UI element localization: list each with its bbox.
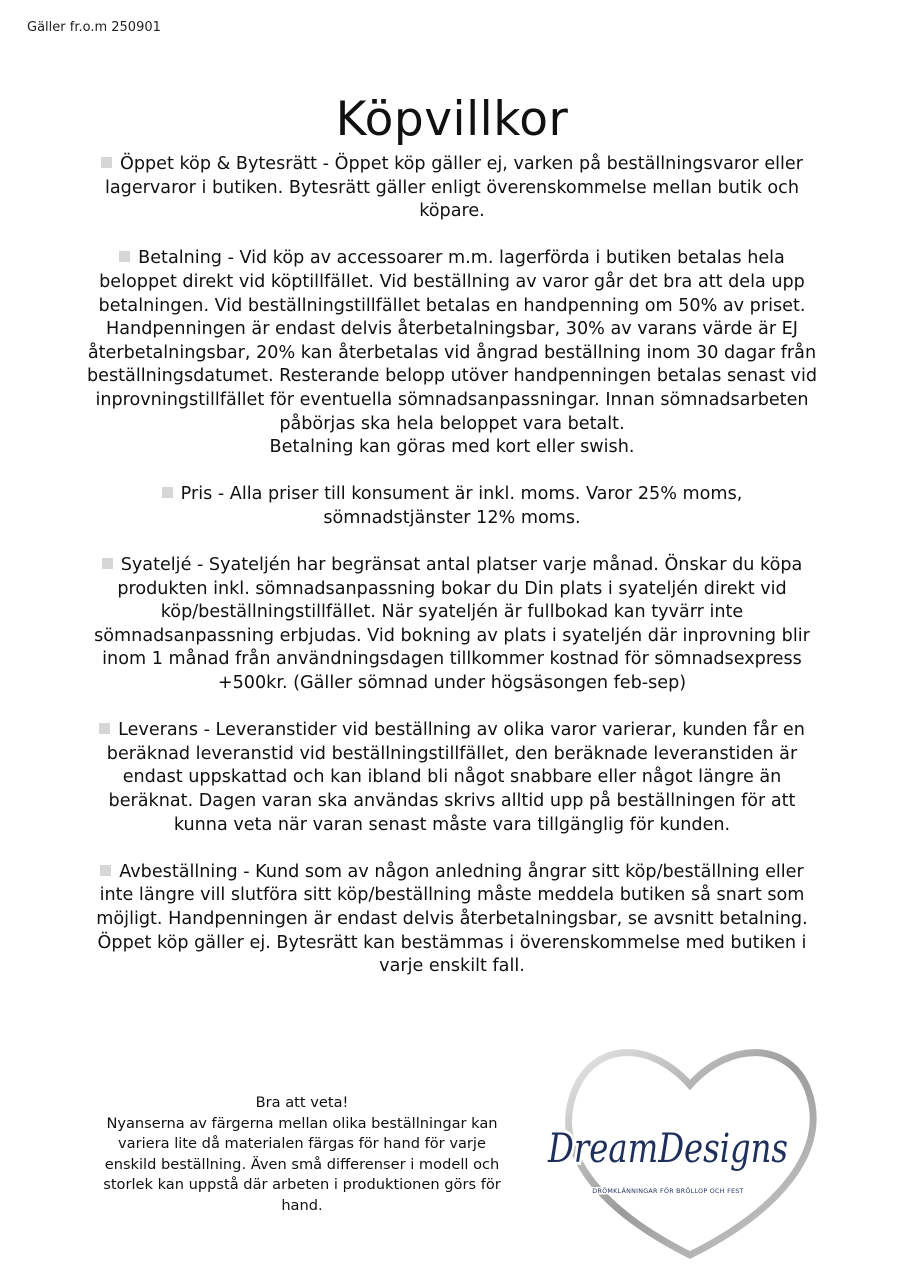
good-to-know-note — [90, 1093, 514, 1217]
bullet-square-icon — [99, 723, 110, 734]
section-text: Avbeställning - Kund som av någon anledning ångrar sitt köp/beställning eller inte längre vill slutföra sitt köp/beställning måste meddela butiken så snart som möjligt. Handpenningen är endast delvis återbetalningsbar, se avsnitt betalning. Öppet köp gäller ej. Bytesrätt kan bestämmas i överenskommelse med butiken i varje enskilt fall. — [96, 861, 808, 977]
section-sewing-studio — [86, 554, 818, 696]
section-text: Betalning - Vid köp av accessoarer m.m. lagerförda i butiken betalas hela beloppet direkt vid köptillfället. Vid beställning av varor går det bra att dela upp betalningen. Vid beställningstillfället betalas en handpenning om 50% av priset. Handpenningen är endast delvis återbetalningsbar, 30% av varans värde är EJ återbetalningsbar, 20% kan återbetalas vid ångrad beställning inom 30 dagar från beställningsdatumet. Resterande belopp utöver handpenningen betalas senast vid inprovningstillfället för eventuella sömnadsanpassningar. Innan sömnadsarbeten påbörjas ska hela beloppet vara betalt. — [87, 248, 817, 434]
section-payment — [86, 247, 818, 459]
section-text: Öppet köp & Bytesrätt - Öppet köp gäller ej, varken på beställningsvaror eller lagervaror i butiken. Bytesrätt gäller enligt överenskommelse mellan butik och köpare. — [104, 154, 803, 222]
logo-wordmark: DreamDesigns — [547, 1126, 788, 1172]
bullet-square-icon — [101, 157, 112, 168]
section-text: Syateljé - Syateljén har begränsat antal platser varje månad. Önskar du köpa produkten inkl. sömnadsanpassning bokar du Din plats i syateljén direkt vid köp/beställningstillfället. När syateljén är fullbokad kan tyvärr inte sömnadsanpassning erbjudas. Vid bokning av plats i syateljén där inprovning blir inom 1 månad från användningsdagen tillkommer kostnad för sömnadsexpress +500kr. (Gäller sömnad under högsäsongen feb-sep) — [94, 555, 810, 694]
note-heading: Bra att veta! — [255, 1094, 349, 1111]
section-open-purchase — [86, 153, 818, 224]
section-text: Pris - Alla priser till konsument är inkl. moms. Varor 25% moms, sömnadstjänster 12% moms. — [180, 484, 743, 528]
section-text: Leverans - Leveranstider vid beställning av olika varor varierar, kunden får en beräknad leveranstid vid beställningstillfället, den beräknade leveranstiden är endast uppskattad och kan ibland bli något snabbare eller något längre än beräknat. Dagen varan ska användas skrivs alltid upp på beställningen för att kunna veta när varan senast måste vara tillgänglig för kunden. — [106, 720, 805, 835]
dream-designs-logo — [540, 1030, 840, 1270]
bullet-square-icon — [100, 865, 111, 876]
bullet-square-icon — [102, 558, 113, 569]
bullet-square-icon — [119, 251, 130, 262]
section-price — [86, 483, 818, 530]
section-delivery — [86, 719, 818, 837]
note-body: Nyanserna av färgerna mellan olika beställningar kan variera lite då materialen färgas för hand för varje enskild beställning. Även små differenser i modell och storlek kan uppstå där arbeten i produktionen görs för hand. — [103, 1114, 501, 1214]
logo-tagline: DRÖMKLÄNNINGAR FÖR BRÖLLOP OCH FEST — [592, 1188, 744, 1195]
terms-sections — [86, 153, 818, 1002]
valid-from-date: Gäller fr.o.m 250901 — [27, 20, 161, 35]
section-cancellation — [86, 861, 818, 979]
bullet-square-icon — [162, 487, 173, 498]
section-extra-text: Betalning kan göras med kort eller swish. — [269, 437, 635, 458]
page-title: Köpvillkor — [335, 92, 569, 147]
